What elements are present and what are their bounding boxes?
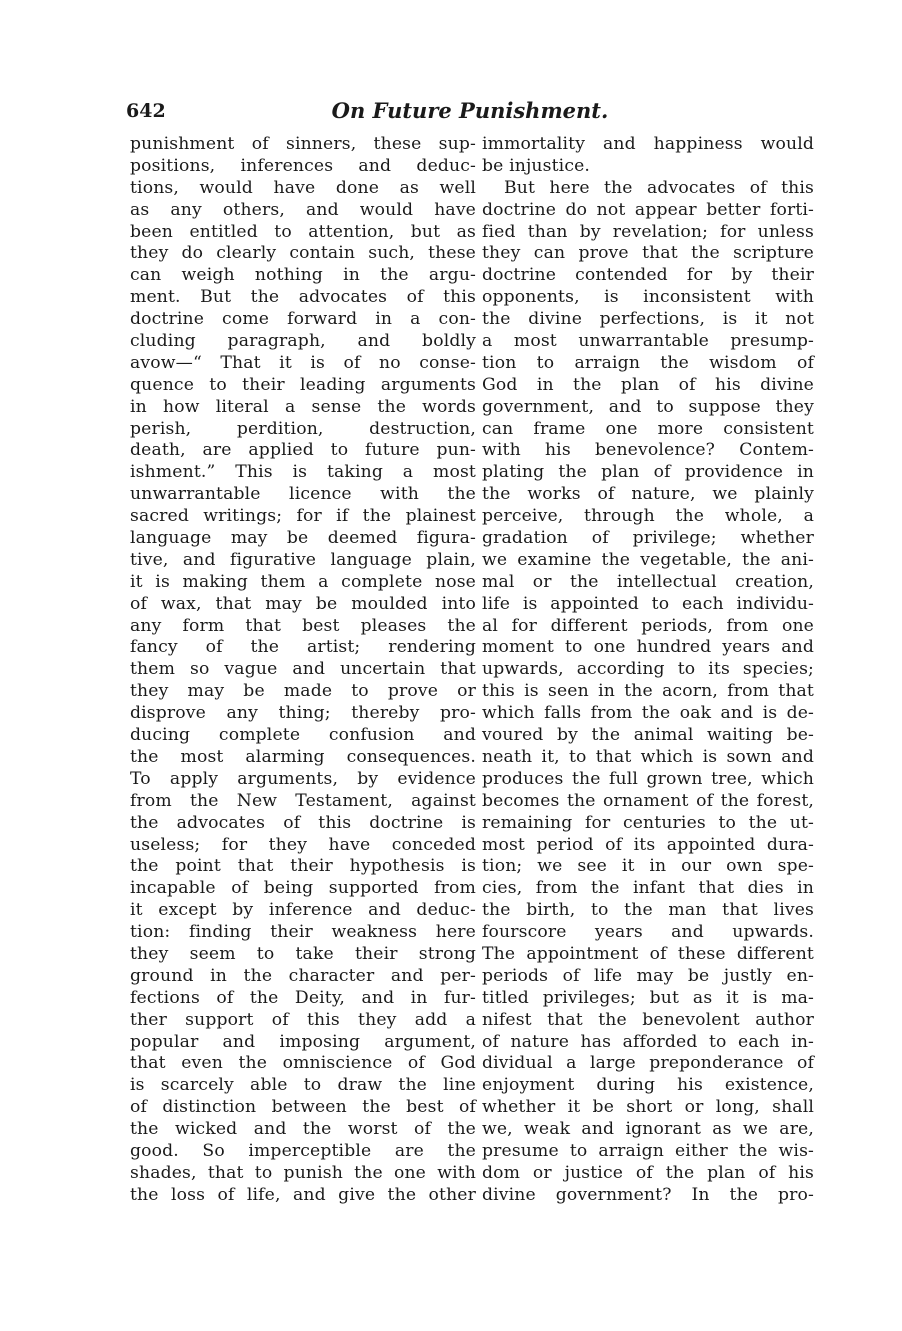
right-column-line: opponents, is inconsistent with <box>482 287 814 308</box>
right-column-line: The appointment of these different <box>482 943 814 964</box>
left-column-line: ther support of this they add a <box>130 1009 476 1030</box>
right-column <box>482 134 814 1204</box>
left-column-line: the point that their hypothesis is <box>130 856 476 877</box>
page-number: 642 <box>126 100 166 122</box>
left-column-line: useless; for they have conceded <box>130 834 476 855</box>
left-column-line: ground in the character and per- <box>130 965 476 986</box>
left-column-line: perish, perdition, destruction, <box>130 418 476 439</box>
left-column-line: incapable of being supported from <box>130 878 476 899</box>
right-column-line: of nature has afforded to each in- <box>482 1031 814 1052</box>
right-column-line: dom or justice of the plan of his <box>482 1162 814 1183</box>
left-column-line: can weigh nothing in the argu- <box>130 265 476 286</box>
right-column-line: doctrine contended for by their <box>482 265 814 286</box>
running-title: On Future Punishment. <box>331 98 609 123</box>
left-column-line: that even the omniscience of God <box>130 1053 476 1074</box>
left-column-line: popular and imposing argument, <box>130 1031 476 1052</box>
left-column-line: tions, would have done as well <box>130 177 476 198</box>
right-column-line: titled privileges; but as it is ma- <box>482 987 814 1008</box>
left-column-line: the most alarming consequences. <box>130 746 476 767</box>
right-column-line: they can prove that the scripture <box>482 243 814 264</box>
left-column-line: cluding paragraph, and boldly <box>130 331 476 352</box>
left-column-line: it except by inference and deduc- <box>130 900 476 921</box>
right-column-line: enjoyment during his existence, <box>482 1075 814 1096</box>
left-column-line: ment. But the advocates of this <box>130 287 476 308</box>
left-column-line: disprove any thing; thereby pro- <box>130 703 476 724</box>
right-column-line: presume to arraign either the wis- <box>482 1140 814 1161</box>
left-column <box>130 134 476 1204</box>
right-column-line: nifest that the benevolent author <box>482 1009 814 1030</box>
left-column-line: they seem to take their strong <box>130 943 476 964</box>
right-column-line: cies, from the infant that dies in <box>482 878 814 899</box>
left-column-line: avow—“ That it is of no conse- <box>130 352 476 373</box>
left-column-line: good. So imperceptible are the <box>130 1140 476 1161</box>
right-column-line: the works of nature, we plainly <box>482 484 814 505</box>
right-column-line: But here the advocates of this <box>504 177 814 198</box>
right-column-line: with his benevolence? Contem- <box>482 440 814 461</box>
right-column-line: periods of life may be justly en- <box>482 965 814 986</box>
right-column-line: dividual a large preponderance of <box>482 1053 814 1074</box>
right-column-line: fourscore years and upwards. <box>482 922 814 943</box>
left-column-line: quence to their leading arguments <box>130 374 476 395</box>
left-column-line: they do clearly contain such, these <box>130 243 476 264</box>
left-column-line: is scarcely able to draw the line <box>130 1075 476 1096</box>
right-column-line: most period of its appointed dura- <box>482 834 814 855</box>
left-column-line: in how literal a sense the words <box>130 396 476 417</box>
left-column-line: shades, that to punish the one with <box>130 1162 476 1183</box>
left-column-line: they may be made to prove or <box>130 681 476 702</box>
right-column-line: the birth, to the man that lives <box>482 900 814 921</box>
left-column-line: tion: finding their weakness here <box>130 922 476 943</box>
right-column-line: al for different periods, from one <box>482 615 814 636</box>
right-column-line: produces the full grown tree, which <box>482 768 814 789</box>
right-column-line: remaining for centuries to the ut- <box>482 812 814 833</box>
right-column-line: be injustice. <box>482 155 591 176</box>
left-column-line: ishment.” This is taking a most <box>130 462 476 483</box>
left-column-line: any form that best pleases the <box>130 615 476 636</box>
page-header <box>126 98 814 126</box>
left-column-line: been entitled to attention, but as <box>130 221 476 242</box>
left-column-line: from the New Testament, against <box>130 790 476 811</box>
left-column-line: as any others, and would have <box>130 199 476 220</box>
right-column-line: divine government? In the pro- <box>482 1184 814 1205</box>
left-column-line: it is making them a complete nose <box>130 571 476 592</box>
left-column-line: language may be deemed figura- <box>130 528 476 549</box>
left-column-line: sacred writings; for if the plainest <box>130 506 476 527</box>
right-column-line: life is appointed to each individu- <box>482 593 814 614</box>
left-column-line: fancy of the artist; rendering <box>130 637 476 658</box>
right-column-line: perceive, through the whole, a <box>482 506 814 527</box>
left-column-line: death, are applied to future pun- <box>130 440 476 461</box>
right-column-line: government, and to suppose they <box>482 396 814 417</box>
right-column-line: voured by the animal waiting be- <box>482 725 814 746</box>
right-column-line: upwards, according to its species; <box>482 659 814 680</box>
right-column-line: gradation of privilege; whether <box>482 528 814 549</box>
right-column-line: mal or the intellectual creation, <box>482 571 814 592</box>
left-column-line: To apply arguments, by evidence <box>130 768 476 789</box>
right-column-line: we examine the vegetable, the ani- <box>482 549 814 570</box>
left-column-line: the advocates of this doctrine is <box>130 812 476 833</box>
left-column-line: of distinction between the best of <box>130 1097 476 1118</box>
left-column-line: positions, inferences and deduc- <box>130 155 476 176</box>
right-column-line: fied than by revelation; for unless <box>482 221 814 242</box>
left-column-line: ducing complete confusion and <box>130 725 476 746</box>
right-column-line: neath it, to that which is sown and <box>482 746 814 767</box>
right-column-line: the divine perfections, is it not <box>482 309 814 330</box>
left-column-line: the wicked and the worst of the <box>130 1119 476 1140</box>
right-column-line: immortality and happiness would <box>482 134 814 154</box>
right-column-line: doctrine do not appear better forti- <box>482 199 814 220</box>
right-column-line: we, weak and ignorant as we are, <box>482 1119 814 1140</box>
right-column-line: this is seen in the acorn, from that <box>482 681 814 702</box>
right-column-line: can frame one more consistent <box>482 418 814 439</box>
left-column-line: doctrine come forward in a con- <box>130 309 476 330</box>
right-column-line: tion; we see it in our own spe- <box>482 856 814 877</box>
right-column-line: God in the plan of his divine <box>482 374 814 395</box>
left-column-line: unwarrantable licence with the <box>130 484 476 505</box>
right-column-line: which falls from the oak and is de- <box>482 703 814 724</box>
left-column-line: tive, and figurative language plain, <box>130 549 476 570</box>
left-column-line: of wax, that may be moulded into <box>130 593 476 614</box>
left-column-line: them so vague and uncertain that <box>130 659 476 680</box>
right-column-line: becomes the ornament of the forest, <box>482 790 814 811</box>
left-column-line: the loss of life, and give the other <box>130 1184 476 1205</box>
right-column-line: tion to arraign the wisdom of <box>482 352 814 373</box>
right-column-line: a most unwarrantable presump- <box>482 331 814 352</box>
right-column-line: plating the plan of providence in <box>482 462 814 483</box>
right-column-line: moment to one hundred years and <box>482 637 814 658</box>
left-column-line: fections of the Deity, and in fur- <box>130 987 476 1008</box>
left-column-line: punishment of sinners, these sup- <box>130 134 476 154</box>
right-column-line: whether it be short or long, shall <box>482 1097 814 1118</box>
